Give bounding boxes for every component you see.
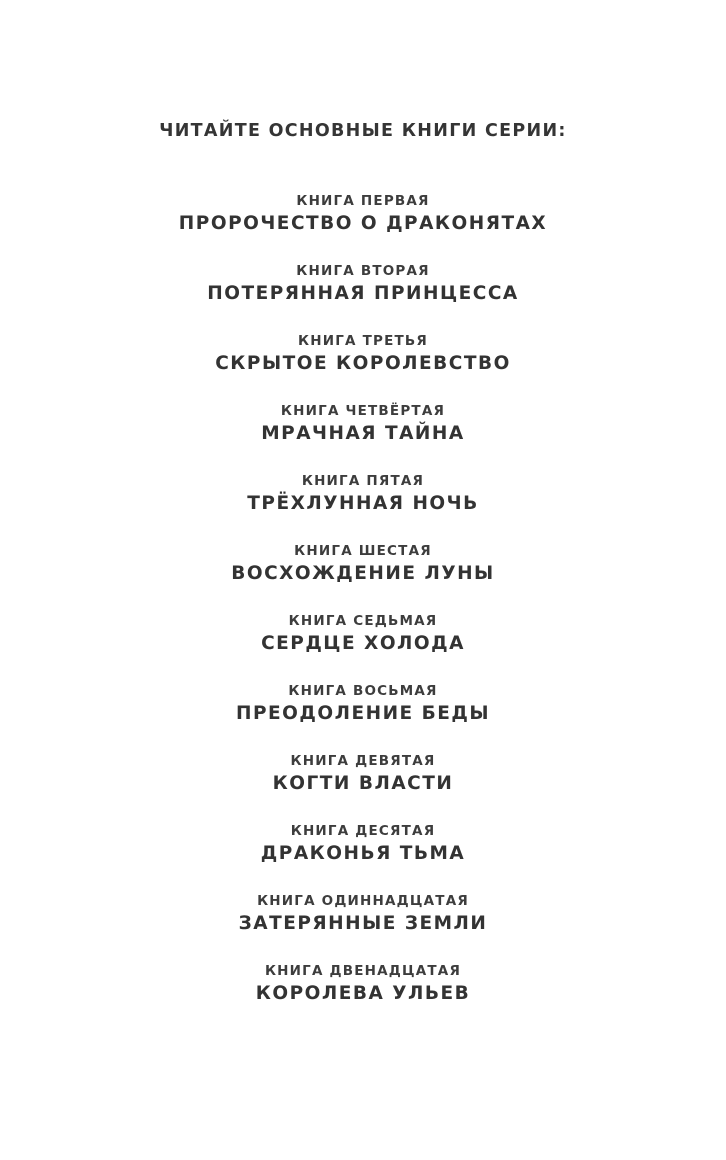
book-entry-2 bbox=[0, 262, 726, 332]
book-entry-8 bbox=[0, 682, 726, 752]
book-title: КОГТИ ВЛАСТИ bbox=[272, 773, 454, 794]
book-entry-10 bbox=[0, 822, 726, 892]
book-number: КНИГА ТРЕТЬЯ bbox=[297, 333, 428, 349]
book-number: КНИГА ДЕВЯТАЯ bbox=[290, 753, 436, 769]
book-title: ПРОРОЧЕСТВО О ДРАКОНЯТАХ bbox=[178, 213, 548, 234]
book-entry-11 bbox=[0, 892, 726, 962]
book-entry-1 bbox=[0, 192, 726, 262]
book-title: КОРОЛЕВА УЛЬЕВ bbox=[255, 983, 471, 1004]
book-entry-12 bbox=[0, 962, 726, 1032]
book-number: КНИГА ПЯТАЯ bbox=[301, 473, 425, 489]
book-number: КНИГА ДЕСЯТАЯ bbox=[290, 823, 436, 839]
book-entry-4 bbox=[0, 402, 726, 472]
book-entry-7 bbox=[0, 612, 726, 682]
book-title: ДРАКОНЬЯ ТЬМА bbox=[260, 843, 466, 864]
book-number: КНИГА ШЕСТАЯ bbox=[294, 543, 432, 559]
book-number: КНИГА ОДИННАДЦАТАЯ bbox=[257, 893, 469, 909]
book-title: ВОСХОЖДЕНИЕ ЛУНЫ bbox=[231, 563, 495, 584]
series-heading: ЧИТАЙТЕ ОСНОВНЫЕ КНИГИ СЕРИИ: bbox=[159, 121, 567, 141]
book-entry-9 bbox=[0, 752, 726, 822]
book-number: КНИГА СЕДЬМАЯ bbox=[288, 613, 438, 629]
book-title: ПРЕОДОЛЕНИЕ БЕДЫ bbox=[235, 703, 491, 724]
book-title: ПОТЕРЯННАЯ ПРИНЦЕССА bbox=[207, 283, 519, 304]
book-number: КНИГА ЧЕТВЁРТАЯ bbox=[280, 403, 446, 419]
book-number: КНИГА ПЕРВАЯ bbox=[296, 193, 430, 209]
book-title: ЗАТЕРЯННЫЕ ЗЕМЛИ bbox=[238, 913, 488, 934]
book-entry-3 bbox=[0, 332, 726, 402]
book-title: СЕРДЦЕ ХОЛОДА bbox=[261, 633, 465, 654]
book-number: КНИГА ВОСЬМАЯ bbox=[288, 683, 438, 699]
book-entry-5 bbox=[0, 472, 726, 542]
book-title: ТРЁХЛУННАЯ НОЧЬ bbox=[247, 493, 479, 514]
book-title: СКРЫТОЕ КОРОЛЕВСТВО bbox=[215, 353, 511, 374]
book-title: МРАЧНАЯ ТАЙНА bbox=[261, 423, 465, 444]
book-number: КНИГА ВТОРАЯ bbox=[296, 263, 430, 279]
book-entry-6 bbox=[0, 542, 726, 612]
book-number: КНИГА ДВЕНАДЦАТАЯ bbox=[264, 963, 462, 979]
book-list bbox=[0, 192, 726, 1032]
